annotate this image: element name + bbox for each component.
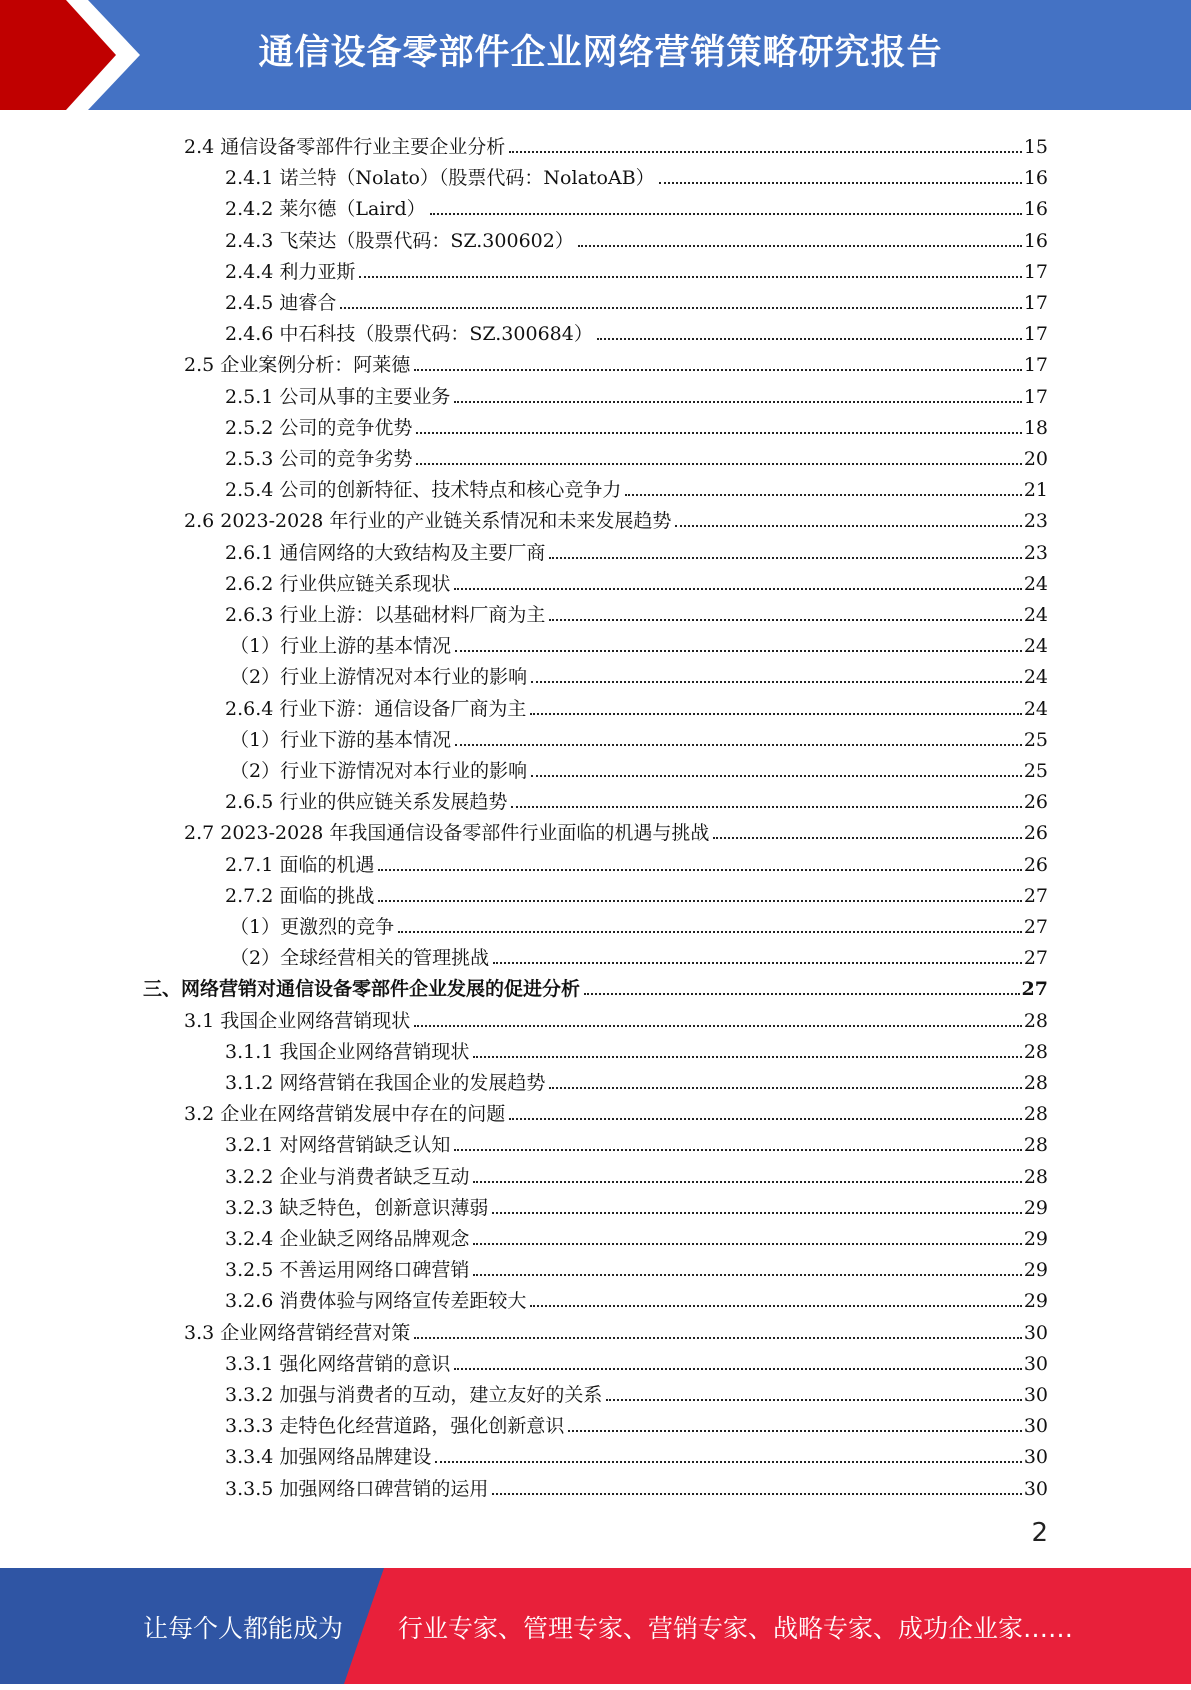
toc-entry-page: 23 (1023, 541, 1048, 564)
toc-entry-page: 30 (1023, 1477, 1048, 1500)
toc-entry[interactable] (184, 1002, 1048, 1033)
toc-entry-page: 17 (1023, 292, 1048, 314)
toc-entry-page: 30 (1023, 1446, 1048, 1469)
toc-entry-label: 3.2.3 缺乏特色，创新意识薄弱 (225, 1196, 489, 1219)
toc-entry-label: 3.3.5 加强网络口碑营销的运用 (225, 1477, 489, 1500)
toc-dot-leader (435, 1461, 1021, 1463)
toc-entry-page: 30 (1023, 1321, 1048, 1344)
toc-entry-label: 3.1.1 我国企业网络营销现状 (225, 1040, 470, 1063)
toc-dot-leader (359, 276, 1021, 278)
toc-entry-page: 28 (1023, 1072, 1048, 1094)
toc-entry[interactable] (225, 409, 1048, 440)
toc-entry-label: （2）行业上游情况对本行业的影响 (230, 666, 528, 689)
toc-entry-page: 27 (1023, 884, 1048, 907)
toc-entry-page: 29 (1023, 1196, 1048, 1219)
toc-entry-label: 2.7.2 面临的挑战 (225, 884, 375, 907)
toc-entry[interactable] (225, 253, 1048, 284)
toc-entry[interactable] (225, 565, 1048, 596)
toc-entry-label: （1）行业下游的基本情况 (230, 728, 452, 751)
toc-entry-page: 17 (1023, 260, 1048, 283)
toc-dot-leader (530, 713, 1021, 715)
toc-dot-leader (511, 806, 1021, 808)
toc-dot-leader (492, 1493, 1021, 1495)
toc-entry-page: 16 (1023, 198, 1048, 221)
toc-dot-leader (414, 369, 1022, 371)
toc-dot-leader (659, 182, 1022, 184)
toc-dot-leader (454, 588, 1021, 590)
toc-entry-label: 3.3 企业网络营销经营对策 (184, 1321, 411, 1344)
toc-entry-label: 2.7.1 面临的机遇 (225, 853, 375, 876)
toc-entry-page: 17 (1023, 354, 1048, 377)
toc-entry-page: 18 (1023, 416, 1048, 439)
toc-entry[interactable] (225, 1407, 1048, 1438)
toc-dot-leader (455, 650, 1022, 652)
toc-entry-page: 28 (1023, 1040, 1048, 1063)
toc-entry-label: 2.5.3 公司的竞争劣势 (225, 448, 413, 470)
toc-entry-label: 2.7 2023-2028 年我国通信设备零部件行业面临的机遇与挑战 (184, 822, 710, 845)
toc-entry-page: 17 (1023, 323, 1048, 346)
toc-entry[interactable] (225, 1064, 1048, 1095)
toc-entry-page: 26 (1023, 791, 1048, 814)
toc-entry-label: 2.5.1 公司从事的主要业务 (225, 385, 451, 408)
toc-entry-label: （1）行业上游的基本情况 (230, 635, 452, 658)
toc-dot-leader (378, 869, 1021, 871)
toc-entry-page: 30 (1023, 1415, 1048, 1438)
toc-entry[interactable] (225, 471, 1048, 502)
toc-entry-label: 2.6.4 行业下游：通信设备厂商为主 (225, 697, 527, 720)
toc-entry-label: 3.2 企业在网络营销发展中存在的问题 (184, 1103, 506, 1126)
toc-entry[interactable] (225, 534, 1048, 565)
toc-entry-page: 27 (1021, 978, 1048, 1001)
toc-entry-page: 25 (1023, 728, 1048, 751)
toc-entry[interactable] (225, 1438, 1048, 1469)
toc-entry[interactable] (184, 128, 1048, 159)
toc-entry-label: 3.2.6 消费体验与网络宣传差距较大 (225, 1290, 527, 1313)
toc-entry[interactable] (225, 783, 1048, 814)
toc-entry-label: 2.4.6 中石科技（股票代码：SZ.300684） (225, 323, 593, 346)
toc-entry-label: 3.3.4 加强网络品牌建设 (225, 1446, 432, 1469)
toc-entry[interactable] (225, 690, 1048, 721)
toc-dot-leader (675, 525, 1021, 527)
toc-entry[interactable] (230, 627, 1048, 658)
toc-dot-leader (416, 432, 1021, 434)
toc-entry[interactable] (225, 222, 1048, 253)
toc-entry[interactable] (225, 378, 1048, 409)
toc-entry[interactable] (230, 908, 1048, 939)
toc-entry-label: 2.6.5 行业的供应链关系发展趋势 (225, 791, 508, 814)
toc-entry-label: （2）全球经营相关的管理挑战 (230, 947, 490, 970)
toc-dot-leader (455, 744, 1022, 746)
toc-entry-label: 2.6.2 行业供应链关系现状 (225, 572, 451, 595)
toc-entry-page: 25 (1023, 760, 1048, 782)
toc-dot-leader (430, 213, 1022, 215)
toc-entry-label: 3.3.2 加强与消费者的互动，建立友好的关系 (225, 1384, 603, 1406)
toc-entry[interactable] (184, 346, 1048, 377)
toc-entry-label: 3.2.2 企业与消费者缺乏互动 (225, 1165, 470, 1188)
toc-entry[interactable] (230, 658, 1048, 689)
toc-dot-leader (493, 962, 1022, 964)
toc-entry[interactable] (225, 1470, 1048, 1501)
toc-entry-page: 28 (1023, 1009, 1048, 1032)
toc-entry-page: 29 (1023, 1228, 1048, 1250)
toc-entry-page: 15 (1023, 136, 1048, 158)
toc-entry[interactable] (184, 1314, 1048, 1345)
toc-dot-leader (414, 1337, 1022, 1339)
toc-dot-leader (378, 900, 1021, 902)
toc-entry-label: 2.4.5 迪睿合 (225, 292, 337, 314)
toc-entry-page: 29 (1023, 1259, 1048, 1282)
toc-entry-page: 28 (1023, 1134, 1048, 1157)
toc-entry[interactable] (225, 1220, 1048, 1251)
toc-dot-leader (578, 245, 1022, 247)
toc-dot-leader (454, 401, 1021, 403)
toc-entry-label: 3.1 我国企业网络营销现状 (184, 1009, 411, 1032)
toc-entry-page: 24 (1023, 604, 1048, 626)
toc-entry[interactable] (225, 315, 1048, 346)
toc-dot-leader (454, 1149, 1021, 1151)
toc-entry[interactable] (143, 970, 1048, 1001)
toc-dot-leader (492, 1212, 1021, 1214)
toc-entry-label: 三、网络营销对通信设备零部件企业发展的促进分析 (143, 978, 581, 1001)
toc-entry-label: 3.2.4 企业缺乏网络品牌观念 (225, 1228, 470, 1250)
toc-dot-leader (416, 463, 1021, 465)
toc-dot-leader (473, 1243, 1021, 1245)
toc-entry-label: 3.3.1 强化网络营销的意识 (225, 1352, 451, 1375)
toc-dot-leader (606, 1399, 1021, 1401)
toc-dot-leader (473, 1181, 1021, 1183)
toc-entry-page: 24 (1023, 572, 1048, 595)
toc-entry-page: 23 (1023, 510, 1048, 533)
toc-entry[interactable] (225, 1033, 1048, 1064)
toc-dot-leader (509, 1118, 1022, 1120)
toc-entry[interactable] (225, 1189, 1048, 1220)
toc-dot-leader (531, 681, 1022, 683)
report-title: 通信设备零部件企业网络营销策略研究报告 (258, 33, 943, 73)
toc-entry-label: 2.4.4 利力亚斯 (225, 260, 356, 283)
toc-entry[interactable] (225, 190, 1048, 221)
toc-dot-leader (549, 557, 1021, 559)
toc-dot-leader (530, 1305, 1021, 1307)
toc-dot-leader (584, 993, 1020, 995)
toc-entry-label: 2.5 企业案例分析：阿莱德 (184, 354, 411, 377)
footer-slogan-left: 让每个人都能成为 (143, 1614, 344, 1643)
toc-dot-leader (509, 151, 1022, 153)
toc-entry[interactable] (225, 1158, 1048, 1189)
toc-dot-leader (340, 307, 1021, 309)
toc-entry-page: 27 (1023, 916, 1048, 938)
toc-entry-page: 26 (1023, 853, 1048, 876)
toc-entry[interactable] (225, 1345, 1048, 1376)
toc-entry-page: 27 (1023, 947, 1048, 970)
toc-entry[interactable] (225, 1251, 1048, 1282)
toc-entry[interactable] (225, 877, 1048, 908)
toc-entry[interactable] (184, 814, 1048, 845)
toc-entry-label: 2.5.4 公司的创新特征、技术特点和核心竞争力 (225, 479, 622, 502)
toc-entry-page: 21 (1023, 479, 1048, 502)
toc-entry[interactable] (225, 596, 1048, 627)
toc-entry-label: 2.6 2023-2028 年行业的产业链关系情况和未来发展趋势 (184, 510, 672, 533)
toc-entry-label: 3.3.3 走特色化经营道路，强化创新意识 (225, 1415, 565, 1438)
toc-dot-leader (398, 931, 1022, 933)
toc-dot-leader (625, 494, 1021, 496)
toc-dot-leader (414, 1025, 1022, 1027)
toc-dot-leader (549, 1087, 1021, 1089)
toc-dot-leader (713, 837, 1021, 839)
toc-entry-page: 26 (1023, 822, 1048, 845)
footer-banner (0, 1568, 1191, 1684)
toc-entry-label: 3.2.1 对网络营销缺乏认知 (225, 1134, 451, 1157)
toc-entry-page: 17 (1023, 385, 1048, 408)
toc-entry-page: 24 (1023, 697, 1048, 720)
toc-entry-page: 16 (1023, 229, 1048, 252)
toc-entry-label: 2.6.1 通信网络的大致结构及主要厂商 (225, 541, 546, 564)
toc-entry[interactable] (225, 1126, 1048, 1157)
toc-entry[interactable] (230, 939, 1048, 970)
toc-entry-page: 30 (1023, 1352, 1048, 1375)
toc-entry-page: 24 (1023, 666, 1048, 689)
toc-entry-page: 24 (1023, 635, 1048, 658)
toc-entry[interactable] (225, 846, 1048, 877)
toc-entry[interactable] (225, 284, 1048, 315)
toc-entry[interactable] (225, 1376, 1048, 1407)
toc-dot-leader (454, 1368, 1021, 1370)
toc-entry[interactable] (225, 440, 1048, 471)
toc-entry[interactable] (184, 502, 1048, 533)
toc-entry[interactable] (230, 721, 1048, 752)
page-number: 2 (1031, 1518, 1048, 1548)
toc-dot-leader (473, 1274, 1021, 1276)
toc-entry-label: 2.6.3 行业上游：以基础材料厂商为主 (225, 604, 546, 626)
toc-entry-label: 2.5.2 公司的竞争优势 (225, 416, 413, 439)
toc-entry-label: 2.4 通信设备零部件行业主要企业分析 (184, 136, 506, 158)
toc-dot-leader (473, 1056, 1021, 1058)
header-banner (0, 0, 1191, 110)
toc-entry[interactable] (225, 1282, 1048, 1313)
toc-entry-page: 28 (1023, 1165, 1048, 1188)
toc-entry-page: 30 (1023, 1384, 1048, 1406)
toc-dot-leader (531, 775, 1022, 777)
toc-entry-page: 20 (1023, 448, 1048, 470)
toc-entry-page: 28 (1023, 1103, 1048, 1126)
toc-entry[interactable] (225, 159, 1048, 190)
toc-entry-label: （1）更激烈的竞争 (230, 916, 395, 938)
toc-entry-page: 16 (1023, 167, 1048, 190)
toc-entry-page: 29 (1023, 1290, 1048, 1313)
toc-entry[interactable] (184, 1095, 1048, 1126)
toc-entry-label: 3.2.5 不善运用网络口碑营销 (225, 1259, 470, 1282)
toc-entry[interactable] (230, 752, 1048, 783)
toc-entry-label: 3.1.2 网络营销在我国企业的发展趋势 (225, 1072, 546, 1094)
footer-slogan-right: 行业专家、管理专家、营销专家、战略专家、成功企业家…… (398, 1614, 1074, 1643)
toc-dot-leader (549, 619, 1021, 621)
toc-entry-label: （2）行业下游情况对本行业的影响 (230, 760, 528, 782)
toc-entry-label: 2.4.2 莱尔德（Laird） (225, 198, 426, 221)
toc-entry-label: 2.4.3 飞荣达（股票代码：SZ.300602） (225, 229, 574, 252)
toc-dot-leader (597, 338, 1022, 340)
toc-entry-label: 2.4.1 诺兰特（Nolato）（股票代码：NolatoAB） (225, 167, 655, 190)
toc-dot-leader (568, 1430, 1021, 1432)
